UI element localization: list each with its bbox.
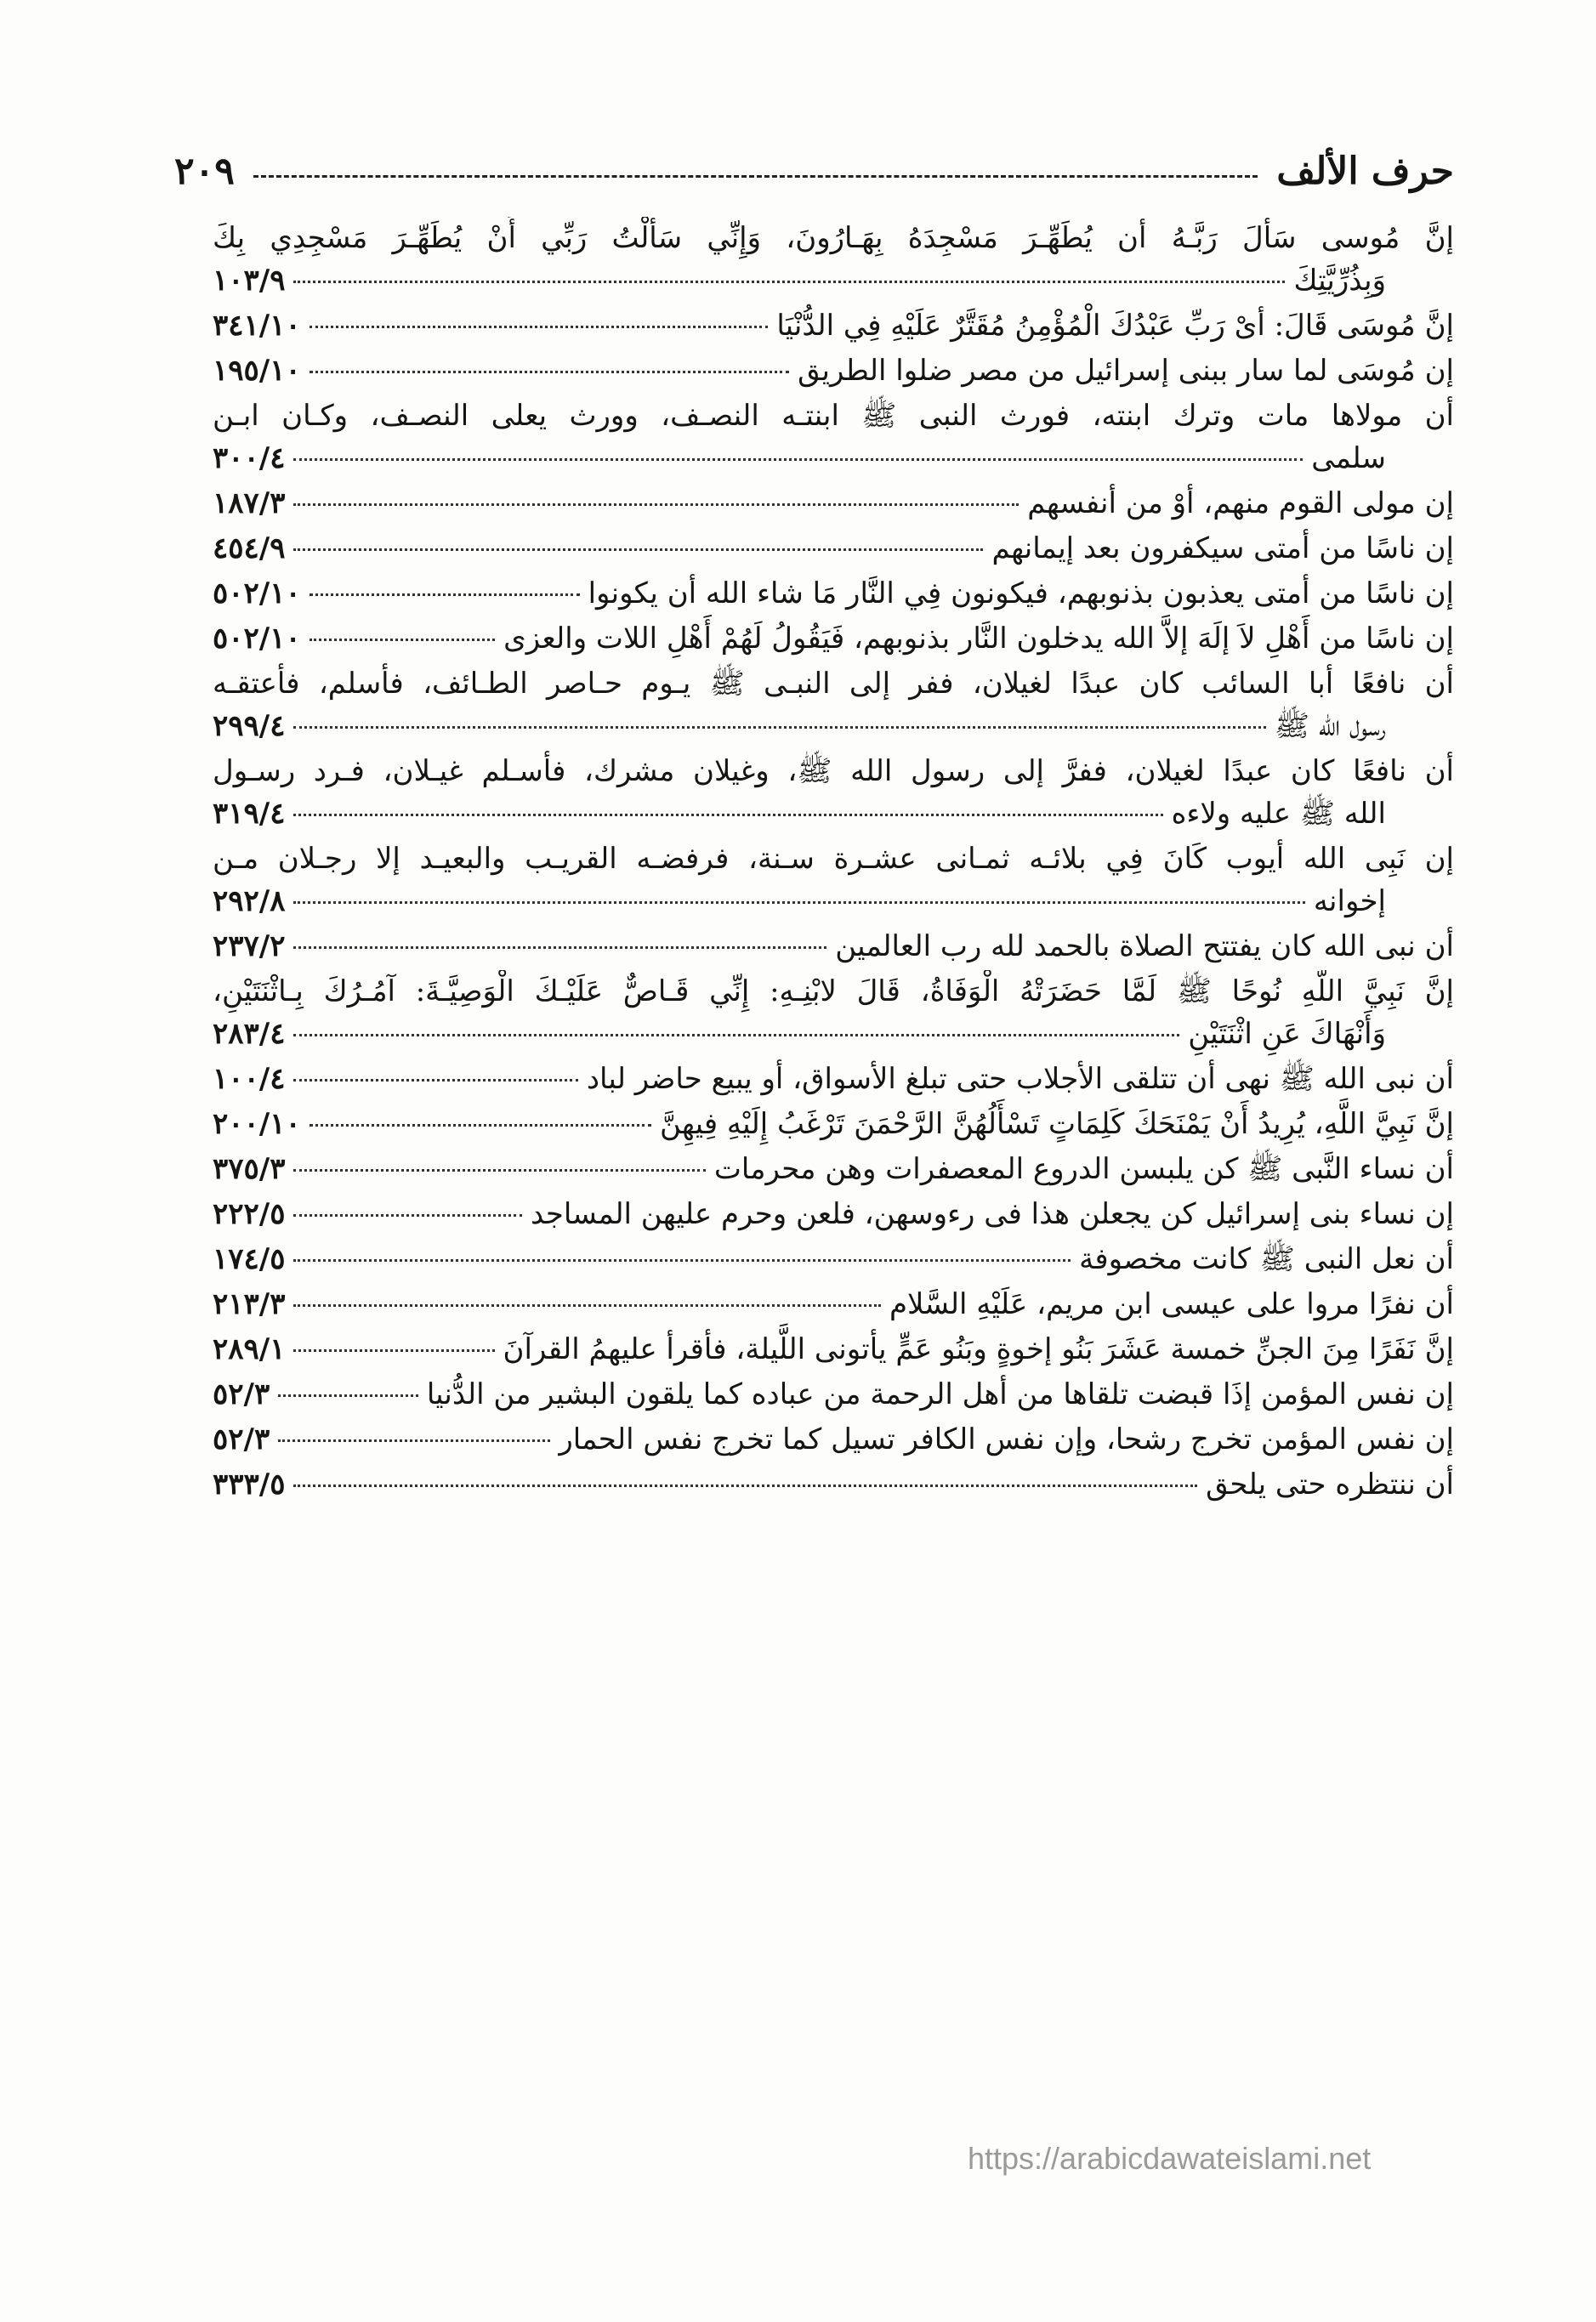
- volume-page-ref: ١٨٧/٣: [213, 486, 286, 520]
- dot-leader: [293, 901, 1304, 904]
- index-entry: [213, 1058, 1454, 1101]
- index-entry: [213, 395, 1454, 480]
- volume-page-ref: ٣٧٥/٣: [213, 1152, 286, 1186]
- index-entry: [213, 1148, 1454, 1191]
- volume-page-ref: ٢٨٩/١: [213, 1332, 286, 1366]
- dot-leader: [293, 1349, 494, 1352]
- index-entry: [213, 482, 1454, 525]
- volume-page-ref: ١٠٣/٩: [213, 264, 286, 298]
- entry-text: إنَّ نَبِيَّ اللَّهِ، يُرِيدُ أَنْ يَمْنَحَكَ كَلِمَاتٍ تَسْأَلُهُنَّ الرَّحْمَنَ تَرْغَبُ إِلَيْهِ فِيهِنَّ: [660, 1107, 1454, 1141]
- dot-leader: [293, 1485, 1197, 1487]
- index-entry: [213, 349, 1454, 393]
- index-entry: [213, 617, 1454, 661]
- entry-continuation-line: [213, 880, 1454, 923]
- page-number: ٢٠٩: [174, 149, 235, 193]
- dot-leader: [293, 1259, 1071, 1262]
- dot-leader: [310, 371, 789, 373]
- entry-text: إنَّ مُوسَى قَالَ: أىْ رَبِّ عَبْدُكَ الْمُؤْمِنُ مُقَتَّرٌ عَلَيْهِ فِي الدُّنْيَا: [776, 309, 1454, 343]
- entry-continuation: سلمى: [1311, 441, 1386, 475]
- volume-page-ref: ٣٣٣/٥: [213, 1468, 286, 1502]
- entry-text: أن نبى الله كان يفتتح الصلاة بالحمد لله رب العالمين: [835, 929, 1454, 963]
- index-entry: [213, 1193, 1454, 1236]
- index-entry: [213, 527, 1454, 571]
- dot-leader: [278, 1394, 418, 1397]
- index-entry: [213, 1418, 1454, 1462]
- entry-text: أن نبى الله ﷺ نهى أن تتلقى الأجلاب حتى تبلغ الأسواق، أو يبيع حاضر لباد: [586, 1062, 1454, 1096]
- entry-continuation-line: [213, 259, 1454, 302]
- index-entry: [213, 750, 1454, 836]
- entry-text: إن مولى القوم منهم، أوْ من أنفسهم: [1027, 486, 1454, 520]
- volume-page-ref: ١٩٥/١٠: [213, 354, 301, 388]
- volume-page-ref: ٢١٣/٣: [213, 1287, 286, 1321]
- volume-page-ref: ٢٢٢/٥: [213, 1197, 286, 1231]
- entry-continuation-line: [213, 705, 1454, 747]
- volume-page-ref: ٤٥٤/٩: [213, 531, 286, 565]
- volume-page-ref: ٥٢/٣: [213, 1422, 270, 1456]
- entry-text: إنَّ نَبِيَّ اللَّهِ نُوحًا ﷺ لَمَّا حَضَرَتْهُ الْوَفَاةُ، قَالَ لابْنِـهِ: إِنِّي قَـاصٌّ عَلَيْـكَ الْوَصِيَّـةَ: آمُـرُكَ بِـاثْنَتَيْنِ،: [213, 974, 1454, 1008]
- entry-text: إن ناسًا من أمتى يعذبون بذنوبهم، فيكونون فِي النَّار مَا شاء الله أن يكونوا: [588, 576, 1454, 610]
- index-entry: [213, 1103, 1454, 1146]
- index-entry: [213, 572, 1454, 616]
- index-entry: [213, 1463, 1454, 1507]
- entry-text: إنَّ مُوسى سَأَلَ رَبَّـهُ أن يُطَهِّـرَ مَسْجِدَهُ بِهَـارُونَ، وَإِنِّي سَأَلْتُ رَبِّي أَنْ يُطَهِّـرَ مَسْجِدِي بِكَ: [213, 221, 1454, 255]
- index-entry: [213, 837, 1454, 923]
- entry-continuation-line: [213, 1013, 1454, 1055]
- entry-text: إن ناسًا من أَهْلِ لاَ إلَهَ إلاَّ الله يدخلون النَّار بذنوبهم، فَيَقُولُ لَهُمْ أَهْلِ اللات والعزى: [503, 622, 1454, 656]
- dot-leader: [293, 1214, 522, 1217]
- dot-leader: [293, 946, 826, 949]
- index-entry: [213, 925, 1454, 968]
- dot-leader: [278, 1439, 550, 1442]
- volume-page-ref: ٢٨٣/٤: [213, 1017, 286, 1051]
- dot-leader: [310, 593, 580, 596]
- entry-text: إن نفس المؤمن إذَا قبضت تلقاها من أهل الرحمة من عباده كما يلقون البشير من الدُّنيا: [426, 1377, 1454, 1411]
- watermark-url: https://arabicdawateislami.net: [968, 2141, 1372, 2176]
- volume-page-ref: ٢٣٧/٢: [213, 929, 286, 963]
- dot-leader: [293, 281, 1285, 283]
- entry-text: أن نساء النَّبى ﷺ كن يلبسن الدروع المعصفرات وهن محرمات: [713, 1152, 1454, 1186]
- page-header: [174, 143, 1454, 199]
- header-dash-line: [253, 175, 1258, 178]
- volume-page-ref: ٥٠٢/١٠: [213, 622, 301, 656]
- section-title: حرف الألف: [1276, 149, 1454, 193]
- volume-page-ref: ٣٠٠/٤: [213, 441, 286, 475]
- entry-text: أن نافعًا كان عبدًا لغيلان، ففرَّ إلى رسول الله ﷺ، وغيلان مشرك، فأسـلم غيـلان، فـرد رسـول: [213, 754, 1454, 788]
- index-entry: [213, 662, 1454, 748]
- volume-page-ref: ٢٠٠/١٠: [213, 1107, 301, 1141]
- dot-leader: [293, 1304, 881, 1307]
- entry-text: إن نَبِى الله أيوب كَانَ فِي بلائـه ثمـانى عشـرة سـنة، فرفضـه القريـب والبعيـد إلا رجـلان مـن: [213, 842, 1454, 876]
- index-entry: [213, 217, 1454, 303]
- entry-continuation: وَأَنْهَاكَ عَنِ اثْنَتَيْنِ: [1188, 1017, 1386, 1051]
- index-entry: [213, 1328, 1454, 1371]
- dot-leader: [310, 1124, 651, 1127]
- dot-leader: [293, 458, 1303, 461]
- entry-text: إن نساء بنى إسرائيل كن يجعلن هذا فى رءوسهن، فلعن وحرم عليهن المساجد: [530, 1197, 1454, 1231]
- entry-text: إنَّ نَفَرًا مِنَ الجنِّ خمسة عَشَرَ بَنُو إخوةٍ وبَنُو عَمٍّ يأتونى اللَّيلة، فأقرأ عليهمُ القرآنَ: [503, 1332, 1454, 1366]
- entry-text: إن مُوسَى لما سار ببنى إسرائيل من مصر ضلوا الطريق: [798, 354, 1454, 388]
- index-entry: [213, 304, 1454, 348]
- volume-page-ref: ٥٠٢/١٠: [213, 576, 301, 610]
- entry-continuation-line: [213, 792, 1454, 835]
- entry-continuation: وَبِذُرِّيَّتِكَ: [1293, 264, 1386, 298]
- dot-leader: [293, 1169, 705, 1172]
- dot-leader: [293, 1079, 577, 1082]
- index-entry: [213, 970, 1454, 1056]
- volume-page-ref: ٢٩٩/٤: [213, 709, 286, 743]
- dot-leader: [293, 814, 1162, 816]
- entry-continuation: إخوانه: [1313, 884, 1386, 918]
- dot-leader: [310, 326, 769, 328]
- dot-leader: [310, 639, 495, 641]
- volume-page-ref: ٣٤١/١٠: [213, 309, 301, 343]
- dot-leader: [293, 726, 1265, 729]
- entry-text: أن ننتظره حتى يلحق: [1206, 1468, 1454, 1502]
- dot-leader: [293, 548, 983, 551]
- entry-continuation-line: [213, 437, 1454, 480]
- volume-page-ref: ٣١٩/٤: [213, 797, 286, 831]
- volume-page-ref: ١٠٠/٤: [213, 1062, 286, 1096]
- volume-page-ref: ١٧٤/٥: [213, 1242, 286, 1276]
- entry-continuation: رسول الله ﷺ: [1274, 709, 1386, 743]
- entry-text: أن نفرًا مروا على عيسى ابن مريم، عَلَيْهِ السَّلام: [889, 1287, 1454, 1321]
- index-entry: [213, 1238, 1454, 1281]
- volume-page-ref: ٥٢/٣: [213, 1377, 270, 1411]
- volume-page-ref: ٢٩٢/٨: [213, 884, 286, 918]
- entry-text: إن نفس المؤمن تخرج رشحا، وإن نفس الكافر تسيل كما تخرج نفس الحمار: [559, 1422, 1454, 1456]
- dot-leader: [293, 503, 1019, 506]
- entry-text: إن ناسًا من أمتى سيكفرون بعد إيمانهم: [991, 531, 1454, 565]
- index-entry: [213, 1373, 1454, 1416]
- entry-text: أن نعل النبى ﷺ كانت مخصوفة: [1079, 1242, 1454, 1276]
- entry-text: أن نافعًا أبا السائب كان عبدًا لغيلان، ففر إلى النبـى ﷺ يـوم حـاصر الطـائف، فأسلم، فأعتقـه: [213, 667, 1454, 701]
- index-entry: [213, 1283, 1454, 1326]
- hadith-index-list: [213, 217, 1454, 1508]
- dot-leader: [293, 1034, 1179, 1036]
- entry-continuation: الله ﷺ عليه ولاءه: [1171, 797, 1386, 831]
- entry-text: أن مولاها مات وترك ابنته، فورث النبى ﷺ ابنتـه النصـف، وورث يعلى النصـف، وكـان ابـن: [213, 399, 1454, 433]
